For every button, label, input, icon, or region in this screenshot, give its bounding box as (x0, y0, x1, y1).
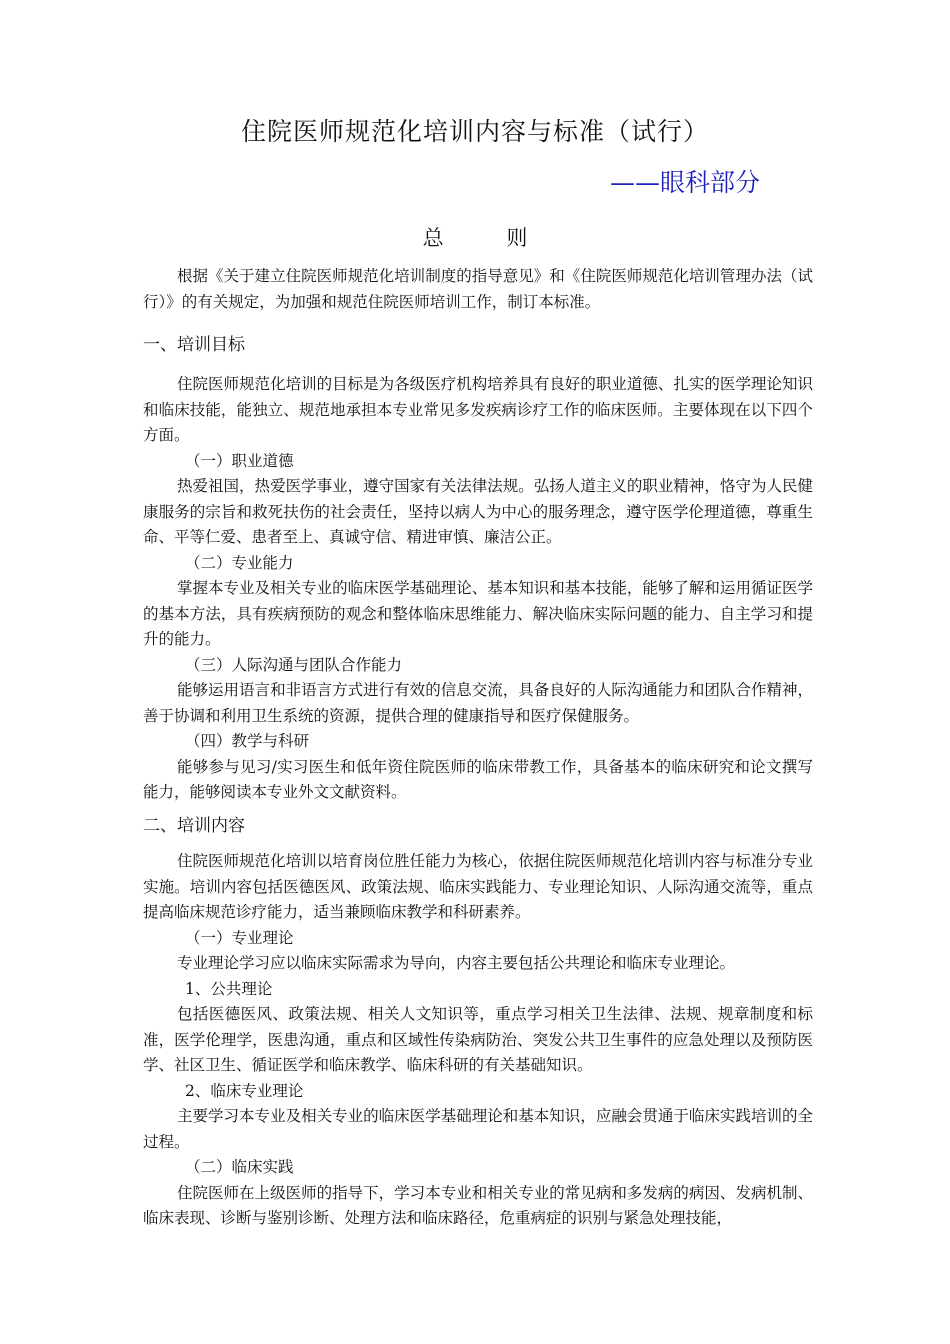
section2-block (143, 849, 813, 1232)
section1-heading: 一、培训目标 (143, 335, 245, 355)
theory-label: （一）专业理论 (185, 928, 294, 947)
ability-text: 掌握本专业及相关专业的临床医学基础理论、基本知识和基本技能，能够了解和运用循证医学的基本方法，具有疾病预防的观念和整体临床思维能力、解决临床实际问题的能力、自主学习和提升的能力。 (143, 579, 813, 648)
teaching-label: （四）教学与科研 (185, 732, 310, 750)
clinical-theory-text: 主要学习本专业及相关专业的临床医学基础理论和基本知识，应融会贯通于临床实践培训的全过程。 (143, 1107, 813, 1151)
section1-intro: 住院医师规范化培训的目标是为各级医疗机构培养具有良好的职业道德、扎实的医学理论知识和临床技能，能独立、规范地承担本专业常见多发疾病诊疗工作的临床医师。主要体现在以下四个方面。 (143, 375, 813, 444)
clinical-theory-label: 2、临床专业理论 (185, 1081, 304, 1100)
ethics-text: 热爱祖国，热爱医学事业，遵守国家有关法律法规。弘扬人道主义的职业精神，恪守为人民健康服务的宗旨和救死扶伤的社会责任，坚持以病人为中心的服务理念，遵守医学伦理道德，尊重生命、平等仁爱、患者至上、真诚守信、精进审慎、廉洁公正。 (143, 477, 813, 546)
communication-text: 能够运用语言和非语言方式进行有效的信息交流，具备良好的人际沟通能力和团队合作精神，善于协调和利用卫生系统的资源，提供合理的健康指导和医疗保健服务。 (143, 681, 813, 725)
practice-label: （二）临床实践 (185, 1158, 294, 1176)
public-theory-text: 包括医德医风、政策法规、相关人文知识等，重点学习相关卫生法律、法规、规章制度和标准，医学伦理学，医患沟通，重点和区域性传染病防治、突发公共卫生事件的应急处理以及预防医学、社区卫生、循证医学和临床教学、临床科研的有关基础知识。 (143, 1005, 813, 1074)
intro-block (143, 264, 813, 315)
intro-paragraph: 根据《关于建立住院医师规范化培训制度的指导意见》和《住院医师规范化培训管理办法（试行）》的有关规定，为加强和规范住院医师培训工作，制订本标准。 (143, 267, 813, 311)
ethics-label: （一）职业道德 (185, 451, 294, 470)
section2-heading: 二、培训内容 (143, 816, 245, 836)
section1-block (143, 372, 813, 806)
section2-intro: 住院医师规范化培训以培育岗位胜任能力为核心，依据住院医师规范化培训内容与标准分专业实施。培训内容包括医德医风、政策法规、临床实践能力、专业理论知识、人际沟通交流等，重点提高临床规范诊疗能力，适当兼顾临床教学和科研素养。 (143, 852, 813, 921)
general-heading: 总 则 (422, 226, 556, 250)
public-theory-label: 1、公共理论 (185, 979, 273, 998)
teaching-text: 能够参与见习/实习医生和低年资住院医师的临床带教工作，具备基本的临床研究和论文撰写能力，能够阅读本专业外文文献资料。 (143, 757, 813, 801)
document-subtitle: ——眼科部分 (610, 168, 761, 197)
theory-text: 专业理论学习应以临床实际需求为导向，内容主要包括公共理论和临床专业理论。 (177, 954, 736, 972)
document-title: 住院医师规范化培训内容与标准（试行） (240, 117, 709, 146)
practice-text: 住院医师在上级医师的指导下，学习本专业和相关专业的常见病和多发病的病因、发病机制、临床表现、诊断与鉴别诊断、处理方法和临床路径，危重病症的识别与紧急处理技能， (143, 1183, 813, 1227)
communication-label: （三）人际沟通与团队合作能力 (185, 655, 403, 674)
ability-label: （二）专业能力 (185, 553, 294, 572)
